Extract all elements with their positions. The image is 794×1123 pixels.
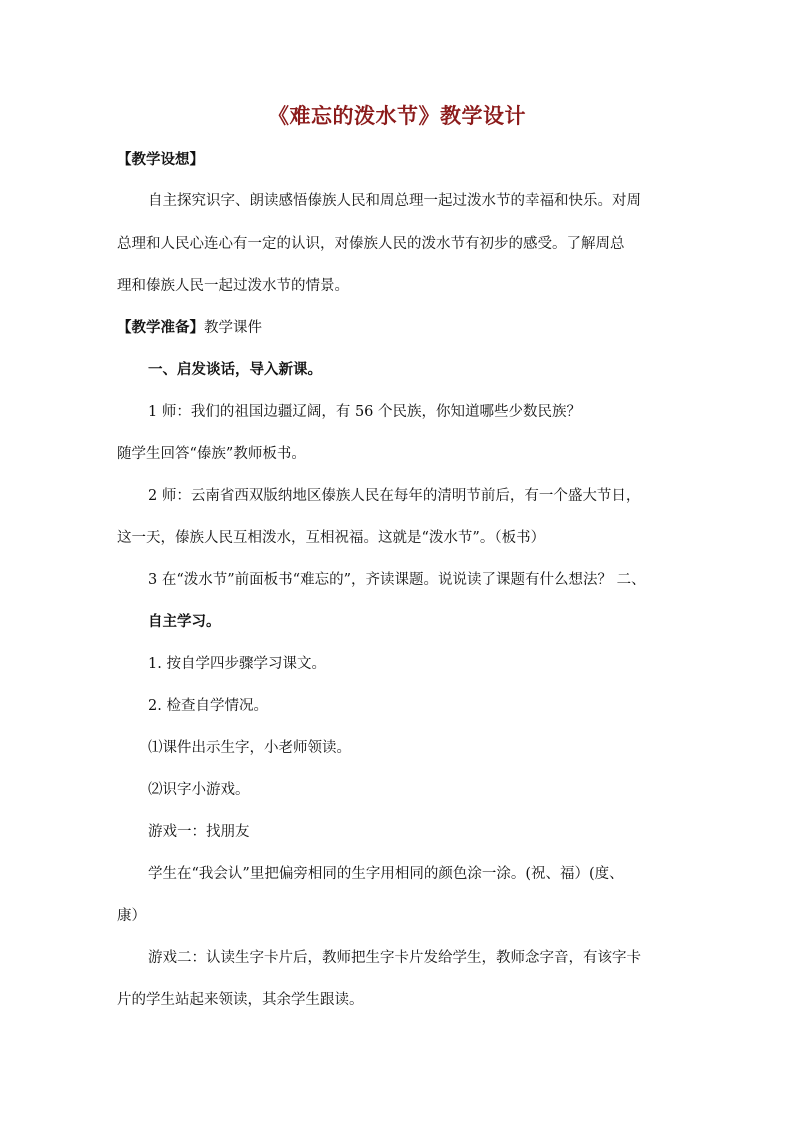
- step2-line: 游戏一：找朋友: [148, 824, 250, 840]
- step2-line: 1. 按自学四步骤学习课文。: [148, 656, 326, 672]
- step2-line: ⑴课件出示生字，小老师领读。: [148, 740, 351, 756]
- step2-line: 2. 检查自学情况。: [148, 698, 268, 714]
- step2-line: 片的学生站起来领读，其余学生跟读。: [117, 992, 364, 1008]
- step1-line: 1 师：我们的祖国边疆辽阔，有 56 个民族，你知道哪些少数民族？: [148, 404, 582, 420]
- section-idea-heading-text: 【教学设想】: [117, 151, 204, 168]
- step1-heading: 一、启发谈话，导入新课。: [148, 361, 322, 378]
- section-prep-content: 教学课件: [204, 320, 262, 336]
- step2-heading: 自主学习。: [148, 613, 221, 630]
- step2-line: 学生在“我会认”里把偏旁相同的生字用相同的颜色涂一涂。(祝、福）(度、: [148, 866, 624, 882]
- step1-line: 2 师：云南省西双版纳地区傣族人民在每年的清明节前后，有一个盛大节日，: [148, 488, 641, 504]
- step2-line: ⑵识字小游戏。: [148, 782, 250, 798]
- document-title: 《难忘的泼水节》教学设计: [268, 103, 526, 128]
- step2-line: 康）: [117, 908, 146, 924]
- step1-line: 随学生回答“傣族”教师板书。: [117, 446, 306, 462]
- idea-paragraph-line: 理和傣族人民一起过泼水节的情景。: [117, 278, 349, 294]
- section-idea-heading: [117, 150, 204, 170]
- step2-line: 游戏二：认读生字卡片后，教师把生字卡片发给学生，教师念字音，有该字卡: [148, 950, 641, 966]
- section-prep: [117, 318, 262, 338]
- section-prep-heading: 【教学准备】: [117, 319, 204, 336]
- step1-line: 3 在“泼水节”前面板书“难忘的”，齐读课题。说说读了课题有什么想法？ 二、: [148, 572, 646, 588]
- idea-paragraph-line: 自主探究识字、朗读感悟傣族人民和周总理一起过泼水节的幸福和快乐。对周: [148, 193, 641, 209]
- step1-line: 这一天，傣族人民互相泼水，互相祝福。这就是“泼水节”。（板书）: [117, 530, 546, 546]
- idea-paragraph-line: 总理和人民心连心有一定的认识，对傣族人民的泼水节有初步的感受。了解周总: [117, 236, 625, 252]
